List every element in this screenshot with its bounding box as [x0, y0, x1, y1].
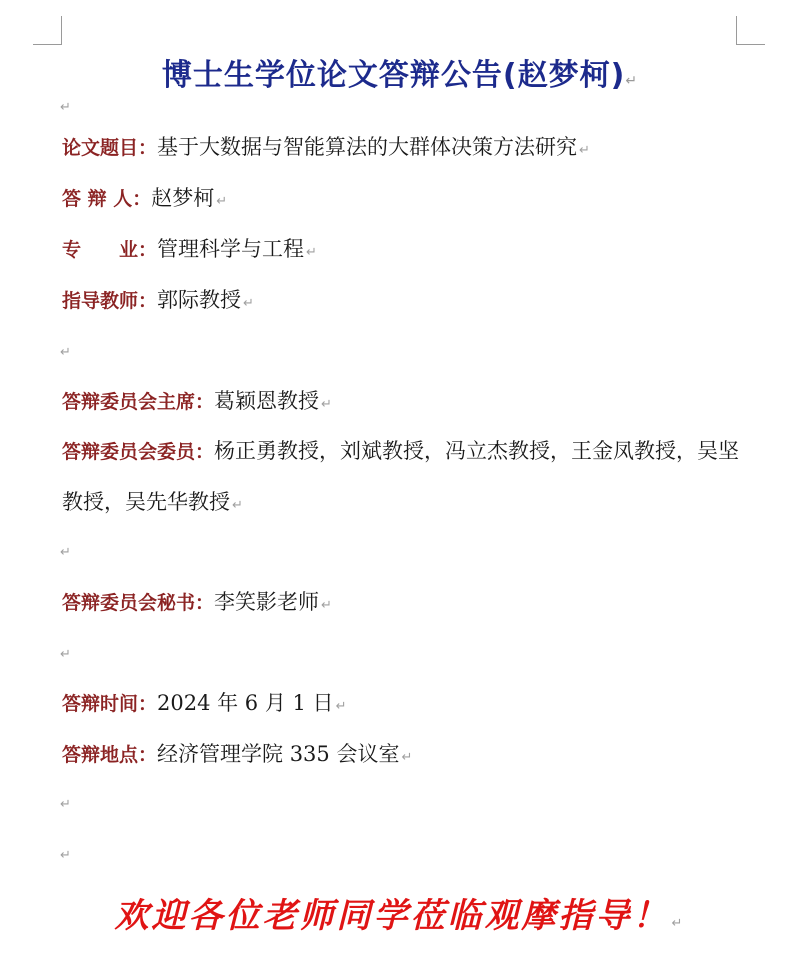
defender-line [62, 183, 742, 217]
empty-paragraph: ↵ [60, 545, 71, 560]
paragraph-mark-icon: ↵ [401, 750, 413, 765]
paragraph-mark-icon: ↵ [321, 598, 332, 613]
members-label: 答辩委员会委员： [62, 441, 215, 463]
major-value: 管理科学与工程 [157, 237, 305, 261]
paragraph-mark-icon: ↵ [216, 194, 228, 209]
welcome-footer [0, 888, 800, 937]
empty-paragraph: ↵ [60, 345, 71, 360]
empty-paragraph: ↵ [60, 848, 71, 863]
paragraph-mark-icon: ↵ [335, 699, 347, 714]
major-label: 专 业： [62, 239, 158, 261]
announcement-title-text: 博士生学位论文答辩公告(赵梦柯) [161, 58, 626, 93]
time-value: 2024 年 6 月 1 日 [157, 691, 334, 715]
major-line [62, 234, 742, 268]
paragraph-mark-icon: ↵ [671, 916, 686, 931]
secretary-line [62, 587, 742, 621]
paragraph-mark-icon: ↵ [321, 397, 332, 412]
chair-label: 答辩委员会主席： [62, 391, 215, 413]
advisor-label: 指导教师： [62, 290, 158, 312]
thesis-title-line [62, 132, 742, 166]
defender-label: 答 辩 人： [62, 188, 152, 210]
secretary-label: 答辩委员会秘书： [62, 592, 215, 614]
paragraph-mark-icon: ↵ [306, 245, 317, 260]
welcome-footer-text: 欢迎各位老师同学莅临观摩指导！ [114, 896, 670, 936]
thesis-title-value: 基于大数据与智能算法的大群体决策方法研究 [157, 135, 578, 159]
paragraph-mark-icon: ↵ [625, 73, 639, 89]
secretary-value: 李笑影老师 [214, 590, 320, 614]
corner-mark-top-right [736, 16, 765, 45]
location-label: 答辩地点： [62, 744, 158, 766]
defender-value: 赵梦柯 [151, 186, 215, 210]
empty-paragraph: ↵ [60, 647, 71, 662]
corner-mark-top-left [33, 16, 62, 45]
time-line [62, 688, 742, 722]
empty-paragraph: ↵ [60, 100, 71, 115]
paragraph-mark-icon: ↵ [232, 498, 243, 513]
members-value: 杨正勇教授，刘斌教授，冯立杰教授，王金凤教授，吴坚教授，吴先华教授 [62, 439, 740, 514]
time-label: 答辩时间： [62, 693, 158, 715]
advisor-line [62, 285, 742, 319]
location-line [62, 739, 742, 773]
empty-paragraph: ↵ [60, 797, 71, 812]
paragraph-mark-icon: ↵ [579, 143, 590, 158]
announcement-title [0, 50, 800, 94]
paragraph-mark-icon: ↵ [243, 296, 254, 311]
thesis-title-label: 论文题目： [62, 137, 158, 159]
members-line [62, 426, 742, 531]
advisor-value: 郭际教授 [157, 288, 242, 312]
chair-line [62, 386, 742, 420]
chair-value: 葛颖恩教授 [214, 389, 320, 413]
location-value: 经济管理学院 335 会议室 [157, 742, 400, 766]
